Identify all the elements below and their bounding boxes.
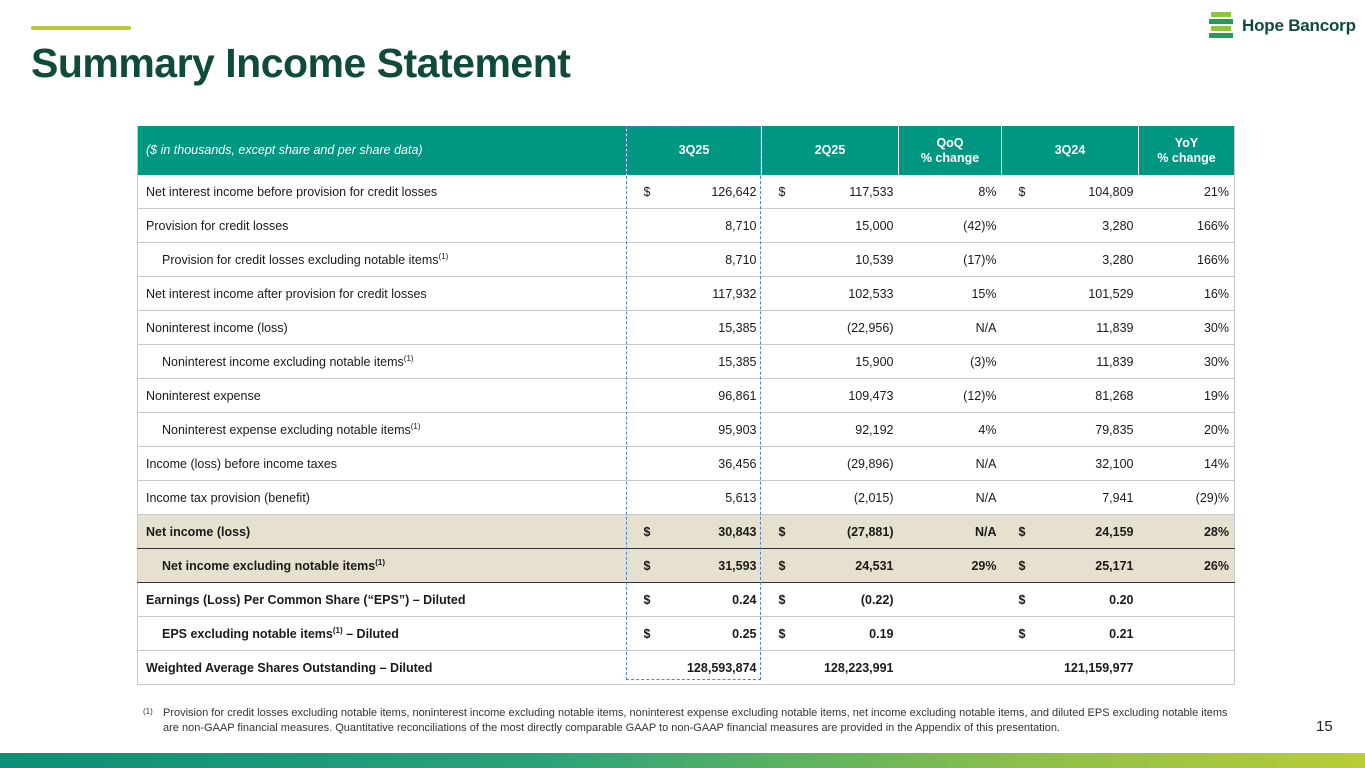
cell-3q24 [1002, 311, 1139, 345]
row-label-suffix: – Diluted [342, 626, 399, 641]
cell-value: 92,192 [855, 422, 894, 437]
cell-yoy-change [1139, 583, 1235, 617]
cell-value: (27,881) [846, 524, 894, 539]
row-label [138, 481, 627, 515]
table-body [138, 175, 1235, 685]
table-row [138, 175, 1235, 209]
bottom-gradient-bar [0, 753, 1365, 768]
cell-yoy-change: 14% [1139, 447, 1235, 481]
header-qoq-line2: % change [920, 150, 980, 165]
footnote-reference: (1) [438, 251, 449, 261]
cell-value: 36,456 [718, 456, 757, 471]
cell-value: 8,710 [725, 252, 757, 267]
currency-symbol: $ [1018, 524, 1026, 539]
header-3q25: 3Q25 [627, 126, 762, 175]
cell-value: 121,159,977 [1063, 660, 1134, 675]
cell-value: 0.19 [869, 626, 894, 641]
cell-3q25 [627, 209, 762, 243]
row-label [138, 549, 627, 583]
cell-yoy-change: 19% [1139, 379, 1235, 413]
cell-3q24 [1002, 617, 1139, 651]
table-row [138, 447, 1235, 481]
cell-3q24 [1002, 243, 1139, 277]
row-label-text: Earnings (Loss) Per Common Share (“EPS”) – Diluted [146, 592, 466, 607]
cell-yoy-change: 26% [1139, 549, 1235, 583]
row-label [138, 175, 627, 209]
row-label-text: Net income (loss) [146, 524, 251, 539]
page-title: Summary Income Statement [31, 40, 571, 86]
cell-yoy-change: 16% [1139, 277, 1235, 311]
cell-value: 15,900 [855, 354, 894, 369]
row-label-text: EPS excluding notable items [162, 626, 333, 641]
cell-value: 10,539 [855, 252, 894, 267]
footnote-reference: (1) [403, 353, 414, 363]
cell-yoy-change: 166% [1139, 243, 1235, 277]
cell-qoq-change [899, 617, 1002, 651]
cell-qoq-change: N/A [899, 481, 1002, 515]
cell-value: 126,642 [711, 184, 757, 199]
cell-value: 95,903 [718, 422, 757, 437]
cell-yoy-change: (29)% [1139, 481, 1235, 515]
cell-3q25 [627, 379, 762, 413]
row-label [138, 583, 627, 617]
cell-value: 11,839 [1096, 354, 1134, 369]
footnote [143, 706, 1233, 736]
table-row [138, 311, 1235, 345]
cell-value: 109,473 [848, 388, 894, 403]
cell-3q25 [627, 549, 762, 583]
currency-symbol: $ [778, 626, 786, 641]
currency-symbol: $ [1018, 592, 1026, 607]
cell-3q24 [1002, 175, 1139, 209]
cell-2q25 [762, 481, 899, 515]
cell-qoq-change: (42)% [899, 209, 1002, 243]
row-label-text: Noninterest income excluding notable items [162, 354, 404, 369]
cell-value: 3,280 [1102, 252, 1134, 267]
header-yoy-line2: % change [1157, 150, 1216, 165]
row-label-text: Weighted Average Shares Outstanding – Diluted [146, 660, 433, 675]
cell-yoy-change [1139, 617, 1235, 651]
header-label: ($ in thousands, except share and per share data) [138, 126, 627, 175]
cell-qoq-change: 4% [899, 413, 1002, 447]
cell-2q25 [762, 549, 899, 583]
cell-2q25 [762, 583, 899, 617]
cell-3q25 [627, 243, 762, 277]
company-logo [1208, 10, 1356, 42]
cell-value: 102,533 [848, 286, 894, 301]
table-row [138, 243, 1235, 277]
cell-3q25 [627, 515, 762, 549]
income-statement-table [137, 126, 1235, 685]
cell-3q25 [627, 651, 762, 685]
cell-3q25 [627, 175, 762, 209]
row-label-text: Net interest income after provision for credit losses [146, 286, 427, 301]
cell-value: 31,593 [718, 558, 757, 573]
row-label [138, 651, 627, 685]
table-header-row [138, 126, 1235, 175]
cell-value: 32,100 [1095, 456, 1134, 471]
header-2q25: 2Q25 [762, 126, 899, 175]
header-3q24: 3Q24 [1002, 126, 1139, 175]
footnote-marker: (1) [143, 707, 153, 716]
currency-symbol: $ [778, 592, 786, 607]
cell-2q25 [762, 175, 899, 209]
cell-yoy-change [1139, 651, 1235, 685]
cell-value: 7,941 [1102, 490, 1134, 505]
footnote-text: Provision for credit losses excluding notable items, noninterest income excluding notable items, noninterest expense excluding notable items, net income excluding notable items, and diluted EPS excluding notable items are non-GAAP financial measures. Quantitative reconciliations of the most directly comparable GAAP to non-GAAP financial measures are provided in the Appendix of this presentation. [163, 707, 1228, 734]
table-row [138, 515, 1235, 549]
cell-3q24 [1002, 379, 1139, 413]
cell-yoy-change: 30% [1139, 345, 1235, 379]
footnote-reference: (1) [332, 625, 343, 635]
cell-yoy-change: 28% [1139, 515, 1235, 549]
currency-symbol: $ [643, 558, 651, 573]
currency-symbol: $ [643, 524, 651, 539]
cell-3q25 [627, 447, 762, 481]
row-label-text: Net income excluding notable items [162, 558, 376, 573]
header-qoq-line1: QoQ [936, 135, 964, 150]
income-statement-table-wrap [137, 126, 1234, 685]
cell-3q25 [627, 311, 762, 345]
row-label-text: Provision for credit losses excluding notable items [162, 252, 439, 267]
cell-3q25 [627, 583, 762, 617]
table-row [138, 277, 1235, 311]
cell-qoq-change: (12)% [899, 379, 1002, 413]
cell-3q24 [1002, 277, 1139, 311]
cell-qoq-change: N/A [899, 311, 1002, 345]
cell-qoq-change: N/A [899, 515, 1002, 549]
cell-value: 3,280 [1102, 218, 1134, 233]
header-yoy [1139, 126, 1235, 175]
header-qoq [899, 126, 1002, 175]
currency-symbol: $ [778, 184, 786, 199]
row-label [138, 413, 627, 447]
cell-yoy-change: 21% [1139, 175, 1235, 209]
row-label [138, 447, 627, 481]
cell-3q24 [1002, 515, 1139, 549]
cell-2q25 [762, 651, 899, 685]
cell-yoy-change: 30% [1139, 311, 1235, 345]
cell-qoq-change: 29% [899, 549, 1002, 583]
cell-2q25 [762, 413, 899, 447]
page-number: 15 [1316, 718, 1333, 735]
cell-3q24 [1002, 209, 1139, 243]
table-row [138, 651, 1235, 685]
cell-qoq-change: N/A [899, 447, 1002, 481]
cell-qoq-change [899, 583, 1002, 617]
cell-yoy-change: 166% [1139, 209, 1235, 243]
row-label [138, 515, 627, 549]
table-row [138, 379, 1235, 413]
row-label [138, 311, 627, 345]
cell-value: 104,809 [1088, 184, 1134, 199]
row-label [138, 345, 627, 379]
logo-text: Hope Bancorp [1242, 16, 1356, 35]
cell-3q24 [1002, 447, 1139, 481]
cell-value: 0.24 [732, 592, 757, 607]
cell-qoq-change: 15% [899, 277, 1002, 311]
currency-symbol: $ [643, 592, 651, 607]
cell-qoq-change: (3)% [899, 345, 1002, 379]
cell-3q25 [627, 617, 762, 651]
cell-value: (22,956) [846, 320, 894, 335]
currency-symbol: $ [778, 558, 786, 573]
footnote-reference: (1) [410, 421, 421, 431]
cell-value: 15,385 [718, 354, 757, 369]
currency-symbol: $ [1018, 558, 1026, 573]
cell-value: 0.21 [1109, 626, 1134, 641]
cell-value: 79,835 [1095, 422, 1134, 437]
cell-value: 25,171 [1095, 558, 1134, 573]
cell-value: 24,531 [855, 558, 894, 573]
row-label-text: Provision for credit losses [146, 218, 289, 233]
cell-3q25 [627, 413, 762, 447]
cell-value: 8,710 [725, 218, 757, 233]
cell-value: (29,896) [846, 456, 894, 471]
cell-2q25 [762, 515, 899, 549]
cell-3q24 [1002, 549, 1139, 583]
currency-symbol: $ [1018, 626, 1026, 641]
table-row [138, 617, 1235, 651]
cell-2q25 [762, 243, 899, 277]
cell-3q25 [627, 277, 762, 311]
cell-value: 0.20 [1109, 592, 1134, 607]
table-row [138, 583, 1235, 617]
cell-value: 117,932 [712, 286, 757, 301]
cell-3q24 [1002, 413, 1139, 447]
cell-2q25 [762, 311, 899, 345]
cell-qoq-change: 8% [899, 175, 1002, 209]
cell-value: 15,385 [718, 320, 757, 335]
cell-value: 0.25 [732, 626, 757, 641]
cell-3q24 [1002, 583, 1139, 617]
row-label-text: Noninterest expense [146, 388, 261, 403]
row-label-text: Income (loss) before income taxes [146, 456, 338, 471]
table-row [138, 413, 1235, 447]
row-label [138, 277, 627, 311]
cell-2q25 [762, 345, 899, 379]
currency-symbol: $ [643, 184, 651, 199]
currency-symbol: $ [778, 524, 786, 539]
cell-2q25 [762, 617, 899, 651]
cell-value: (2,015) [853, 490, 894, 505]
currency-symbol: $ [643, 626, 651, 641]
title-accent-line [31, 26, 131, 30]
cell-value: 128,593,874 [686, 660, 757, 675]
cell-2q25 [762, 379, 899, 413]
cell-3q25 [627, 345, 762, 379]
header-yoy-line1: YoY [1174, 135, 1199, 150]
cell-yoy-change: 20% [1139, 413, 1235, 447]
cell-value: 81,268 [1095, 388, 1134, 403]
row-label [138, 617, 627, 651]
cell-qoq-change [899, 651, 1002, 685]
cell-value: 30,843 [718, 524, 757, 539]
cell-value: 117,533 [849, 184, 894, 199]
cell-value: 96,861 [718, 388, 757, 403]
hope-bancorp-logo-icon [1208, 11, 1236, 41]
cell-value: 101,529 [1088, 286, 1134, 301]
row-label [138, 243, 627, 277]
cell-2q25 [762, 277, 899, 311]
cell-value: 11,839 [1096, 320, 1134, 335]
cell-3q24 [1002, 481, 1139, 515]
cell-value: 15,000 [855, 218, 894, 233]
row-label [138, 379, 627, 413]
cell-value: 128,223,991 [823, 660, 894, 675]
cell-qoq-change: (17)% [899, 243, 1002, 277]
cell-value: 24,159 [1095, 524, 1134, 539]
row-label [138, 209, 627, 243]
cell-2q25 [762, 209, 899, 243]
cell-2q25 [762, 447, 899, 481]
table-row [138, 549, 1235, 583]
table-row [138, 209, 1235, 243]
row-label-text: Net interest income before provision for credit losses [146, 184, 438, 199]
table-row [138, 345, 1235, 379]
table-row [138, 481, 1235, 515]
cell-3q24 [1002, 345, 1139, 379]
row-label-text: Income tax provision (benefit) [146, 490, 310, 505]
row-label-text: Noninterest income (loss) [146, 320, 288, 335]
cell-value: 5,613 [725, 490, 757, 505]
cell-value: (0.22) [860, 592, 894, 607]
currency-symbol: $ [1018, 184, 1026, 199]
cell-3q25 [627, 481, 762, 515]
footnote-reference: (1) [375, 557, 386, 567]
cell-3q24 [1002, 651, 1139, 685]
row-label-text: Noninterest expense excluding notable items [162, 422, 411, 437]
